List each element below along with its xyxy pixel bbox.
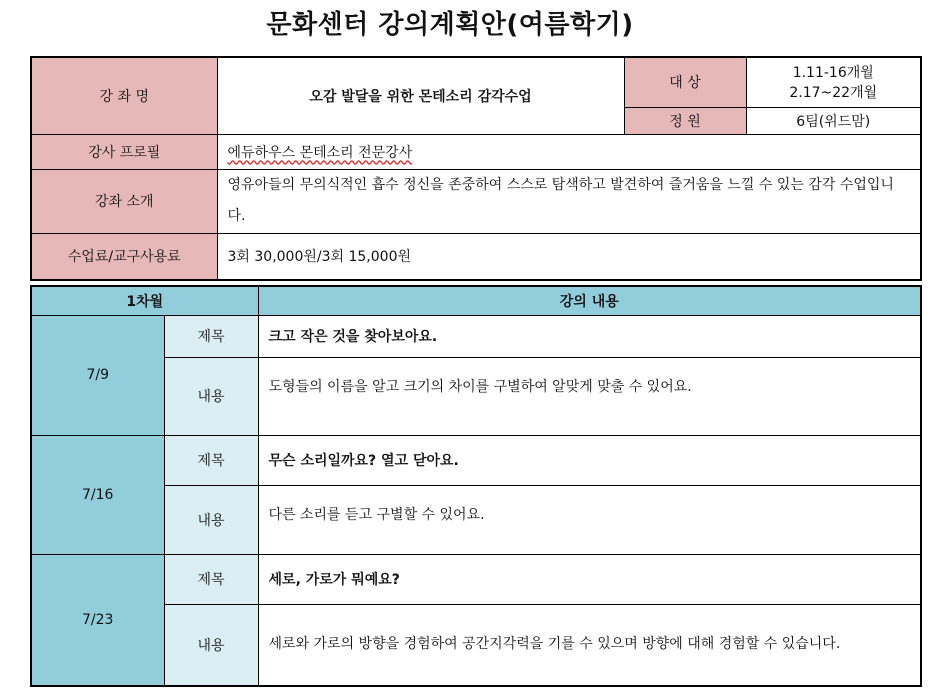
session-title: 크고 작은 것을 찾아보아요. [258, 315, 921, 357]
target-label: 대 상 [624, 57, 746, 107]
intro-label: 강좌 소개 [31, 169, 217, 233]
target-value [746, 57, 921, 107]
table-row [31, 315, 921, 357]
table-row [31, 604, 921, 686]
instructor-label: 강사 프로필 [31, 134, 217, 169]
table-row [31, 554, 921, 604]
session-content: 세로와 가로의 방향을 경험하여 공간지각력을 기를 수 있으며 방향에 대해 경험할 수 있습니다. [258, 604, 921, 686]
fee-value: 3회 30,000원/3회 15,000원 [217, 233, 921, 280]
course-info-table [30, 56, 922, 281]
intro-value: 영유아들의 무의식적인 흡수 정신을 존중하여 스스로 탐색하고 발견하여 즐거움을 느낄 수 있는 감각 수업입니다. [217, 169, 921, 233]
schedule-table [30, 285, 922, 687]
table-row [31, 357, 921, 435]
table-row [31, 435, 921, 485]
capacity-label: 정 원 [624, 107, 746, 134]
header-content: 강의 내용 [258, 286, 921, 315]
title-label: 제목 [164, 435, 258, 485]
fee-label: 수업료/교구사용료 [31, 233, 217, 280]
session-title: 세로, 가로가 뭐예요? [258, 554, 921, 604]
session-date: 7/16 [31, 435, 164, 554]
page-title: 문화센터 강의계획안(여름학기) [266, 10, 634, 40]
target-line-2: 2.17~22개월 [789, 85, 878, 102]
session-date: 7/9 [31, 315, 164, 435]
target-line-1: 1.11-16개월 [792, 65, 874, 82]
header-month: 1차월 [31, 286, 258, 315]
content-label: 내용 [164, 357, 258, 435]
table-row [31, 485, 921, 554]
session-content: 도형들의 이름을 알고 크기의 차이를 구별하여 알맞게 맞출 수 있어요. [258, 357, 921, 435]
course-name: 오감 발달을 위한 몬테소리 감각수업 [217, 57, 624, 134]
content-label: 내용 [164, 604, 258, 686]
capacity-value: 6팀(위드맘) [746, 107, 921, 134]
session-content: 다른 소리를 듣고 구별할 수 있어요. [258, 485, 921, 554]
content-label: 내용 [164, 485, 258, 554]
title-label: 제목 [164, 315, 258, 357]
instructor-value: 에듀하우스 몬테소리 전문강사 [227, 144, 413, 161]
session-date: 7/23 [31, 554, 164, 686]
title-label: 제목 [164, 554, 258, 604]
course-name-label: 강 좌 명 [31, 57, 217, 134]
session-title: 무슨 소리일까요? 열고 닫아요. [258, 435, 921, 485]
